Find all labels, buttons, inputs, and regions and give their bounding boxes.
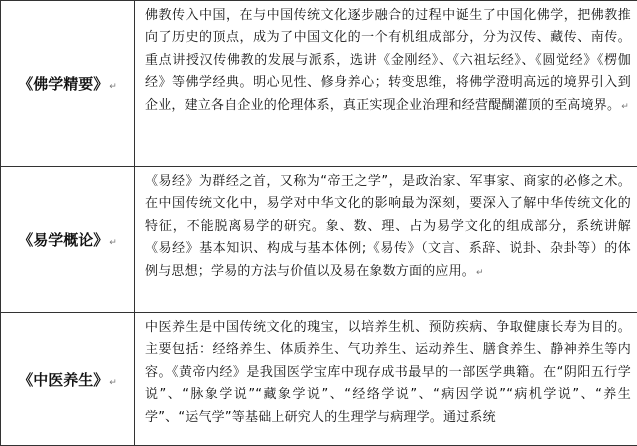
table-row (1, 313, 637, 446)
course-description-text: 中医养生是中国传统文化的瑰宝，以培养生机、预防疾病、争取健康长寿为目的。主要包括：经络养生、体质养生、气功养生、运动养生、膳食养生、静神养生等内容。《黄帝内经》是我国医学宝库中现存成书最早的一部医学典籍。在“阴阳五行学说”、“脉象学说”“藏象学说”、“经络学说”、“病因学说”“病机学说”、“养生学”、“运气学”等基础上研究人的生理学与病理学。通过系统 (145, 320, 631, 425)
course-description-cell (135, 167, 637, 313)
course-title-cell (1, 313, 135, 446)
course-description (145, 317, 631, 429)
course-description-cell (135, 1, 637, 167)
paragraph-mark-icon: ↵ (476, 268, 484, 278)
paragraph-mark-icon: ↵ (621, 102, 629, 112)
course-title-cell (1, 1, 135, 167)
course-description (145, 5, 631, 118)
course-description-text: 佛教传入中国，在与中国传统文化逐步融合的过程中诞生了中国化佛学，把佛教推向了历史的顶点，成为了中国文化的一个有机组成部分，分为汉传、藏传、南传。重点讲授汉传佛教的发展与派系，选讲《金刚经》、《六祖坛经》、《圆觉经》《楞伽经》等佛学经典。明心见性、修身养心；转变思维，将佛学澄明高远的境界引入到企业，建立各自企业的伦理体系，真正实现企业治理和经营醍醐灌顶的至高境界。 (145, 8, 631, 113)
course-title: 《中医养生》 (18, 371, 108, 389)
course-description-text: 《易经》为群经之首，又称为“帝王之学”，是政治家、军事家、商家的必修之术。在中国传统文化中，易学对中华文化的影响最为深刻，要深入了解中华传统文化的特征，不能脱离易学的研究。象、数、理、占为易学文化的组成部分，系统讲解《易经》基本知识、构成与基本体例;《易传》（文言、系辞、说卦、杂卦等）的体例与思想；学易的方法与价值以及易在象数方面的应用。 (145, 174, 631, 279)
course-title: 《佛学精要》 (18, 75, 108, 93)
paragraph-mark-icon: ↵ (109, 238, 117, 248)
paragraph-mark-icon: ↵ (109, 82, 117, 92)
paragraph-mark-icon: ↵ (109, 378, 117, 388)
course-description-cell (135, 313, 637, 446)
course-title: 《易学概论》 (18, 231, 108, 249)
course-description (145, 171, 631, 284)
table-row (1, 167, 637, 313)
course-title-cell (1, 167, 135, 313)
table-row (1, 1, 637, 167)
